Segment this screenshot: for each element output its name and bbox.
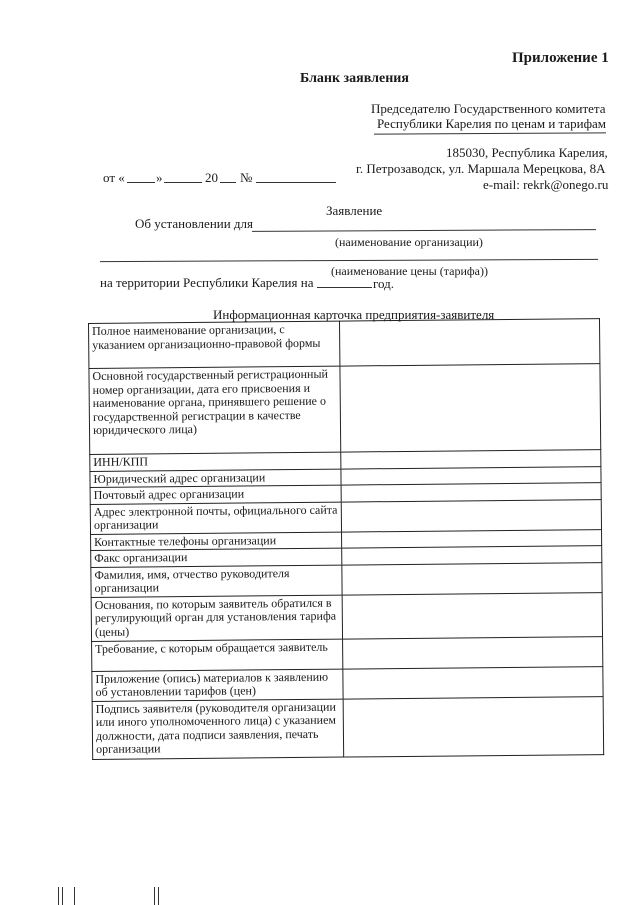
number-label: №	[240, 170, 253, 185]
scan-mark	[158, 887, 159, 905]
table-row	[89, 319, 600, 369]
scan-mark	[58, 887, 59, 905]
scan-mark	[62, 887, 63, 905]
year-field[interactable]	[317, 287, 372, 288]
addressee-line-1: Председателю Государственного комитета	[371, 101, 606, 116]
row-value-cell[interactable]	[341, 499, 601, 531]
date-month-field[interactable]	[164, 182, 202, 183]
row-value-cell[interactable]	[343, 666, 603, 698]
statement-title: Заявление	[326, 203, 383, 218]
row-label: Почтовый адрес организации	[90, 485, 341, 504]
addressee-line-2: Республики Карелия по ценам и тарифам	[377, 116, 607, 131]
statement-subject: Об установлении для	[135, 216, 254, 231]
row-label: Подпись заявителя (руководителя организации или иного уполномоченного лица) с указанием должности, дата подписи заявления, печать организации	[92, 699, 344, 759]
row-label: Фамилия, имя, отчество руководителя организации	[91, 565, 342, 597]
table-row	[92, 696, 604, 759]
row-label: Приложение (опись) материалов к заявлению об установлении тарифов (цен)	[92, 669, 343, 701]
row-label: Основания, по которым заявитель обратился в регулирующий орган для установления тарифа (цены)	[91, 595, 342, 641]
addressee-underline	[374, 132, 606, 134]
card-title: Информационная карточка предприятия-заявителя	[213, 307, 495, 322]
table-row	[91, 562, 602, 597]
number-field[interactable]	[256, 182, 336, 183]
row-value-cell[interactable]	[343, 696, 604, 756]
table-row	[90, 499, 601, 534]
row-label: Требование, с которым обращается заявитель	[92, 639, 343, 671]
form-title: Бланк заявления	[300, 71, 409, 86]
scan-mark	[154, 887, 155, 905]
row-value-cell[interactable]	[339, 319, 599, 366]
date-day-field[interactable]	[127, 182, 155, 183]
appendix-label: Приложение 1	[512, 50, 609, 66]
date-quote-close: »	[156, 170, 163, 185]
row-label: Полное наименование организации, с указанием организационно-правовой формы	[89, 321, 340, 368]
organization-caption: (наименование организации)	[335, 235, 483, 249]
row-label: Факс организации	[91, 548, 342, 567]
row-value-cell[interactable]	[342, 592, 602, 638]
address-line-2: г. Петрозаводск, ул. Маршала Мерецкова, 8А	[356, 161, 606, 176]
territory-text: на территории Республики Карелия на	[100, 275, 314, 290]
table-row	[89, 364, 601, 455]
email-line: e-mail: rekrk@onego.ru	[483, 177, 609, 192]
address-line-1: 185030, Республика Карелия,	[446, 145, 608, 160]
price-name-field[interactable]	[100, 259, 598, 262]
date-from-label: от «	[103, 170, 125, 185]
row-label: Основной государственный регистрационный номер организации, дата его присвоения и наименование органа, принявшего решение о государственной регистрации в качестве юридического лица)	[89, 366, 341, 454]
row-label: Юридический адрес организации	[90, 469, 341, 488]
year-suffix: год.	[373, 276, 394, 291]
info-card-table	[88, 318, 604, 775]
table-row	[91, 592, 602, 641]
row-label: Контактные телефоны организации	[91, 532, 342, 551]
row-value-cell[interactable]	[340, 364, 601, 452]
price-caption: (наименование цены (тарифа))	[331, 264, 488, 278]
date-year-field[interactable]	[220, 182, 236, 183]
row-label: Адрес электронной почты, официального сайта организации	[90, 502, 341, 534]
scan-mark	[74, 887, 75, 905]
table-row	[92, 666, 603, 701]
row-value-cell[interactable]	[342, 562, 602, 594]
organization-name-field[interactable]	[252, 229, 596, 232]
row-value-cell[interactable]	[343, 636, 603, 668]
row-label: ИНН/КПП	[90, 452, 341, 471]
date-year-prefix: 20	[205, 170, 218, 185]
table-row	[92, 636, 603, 671]
